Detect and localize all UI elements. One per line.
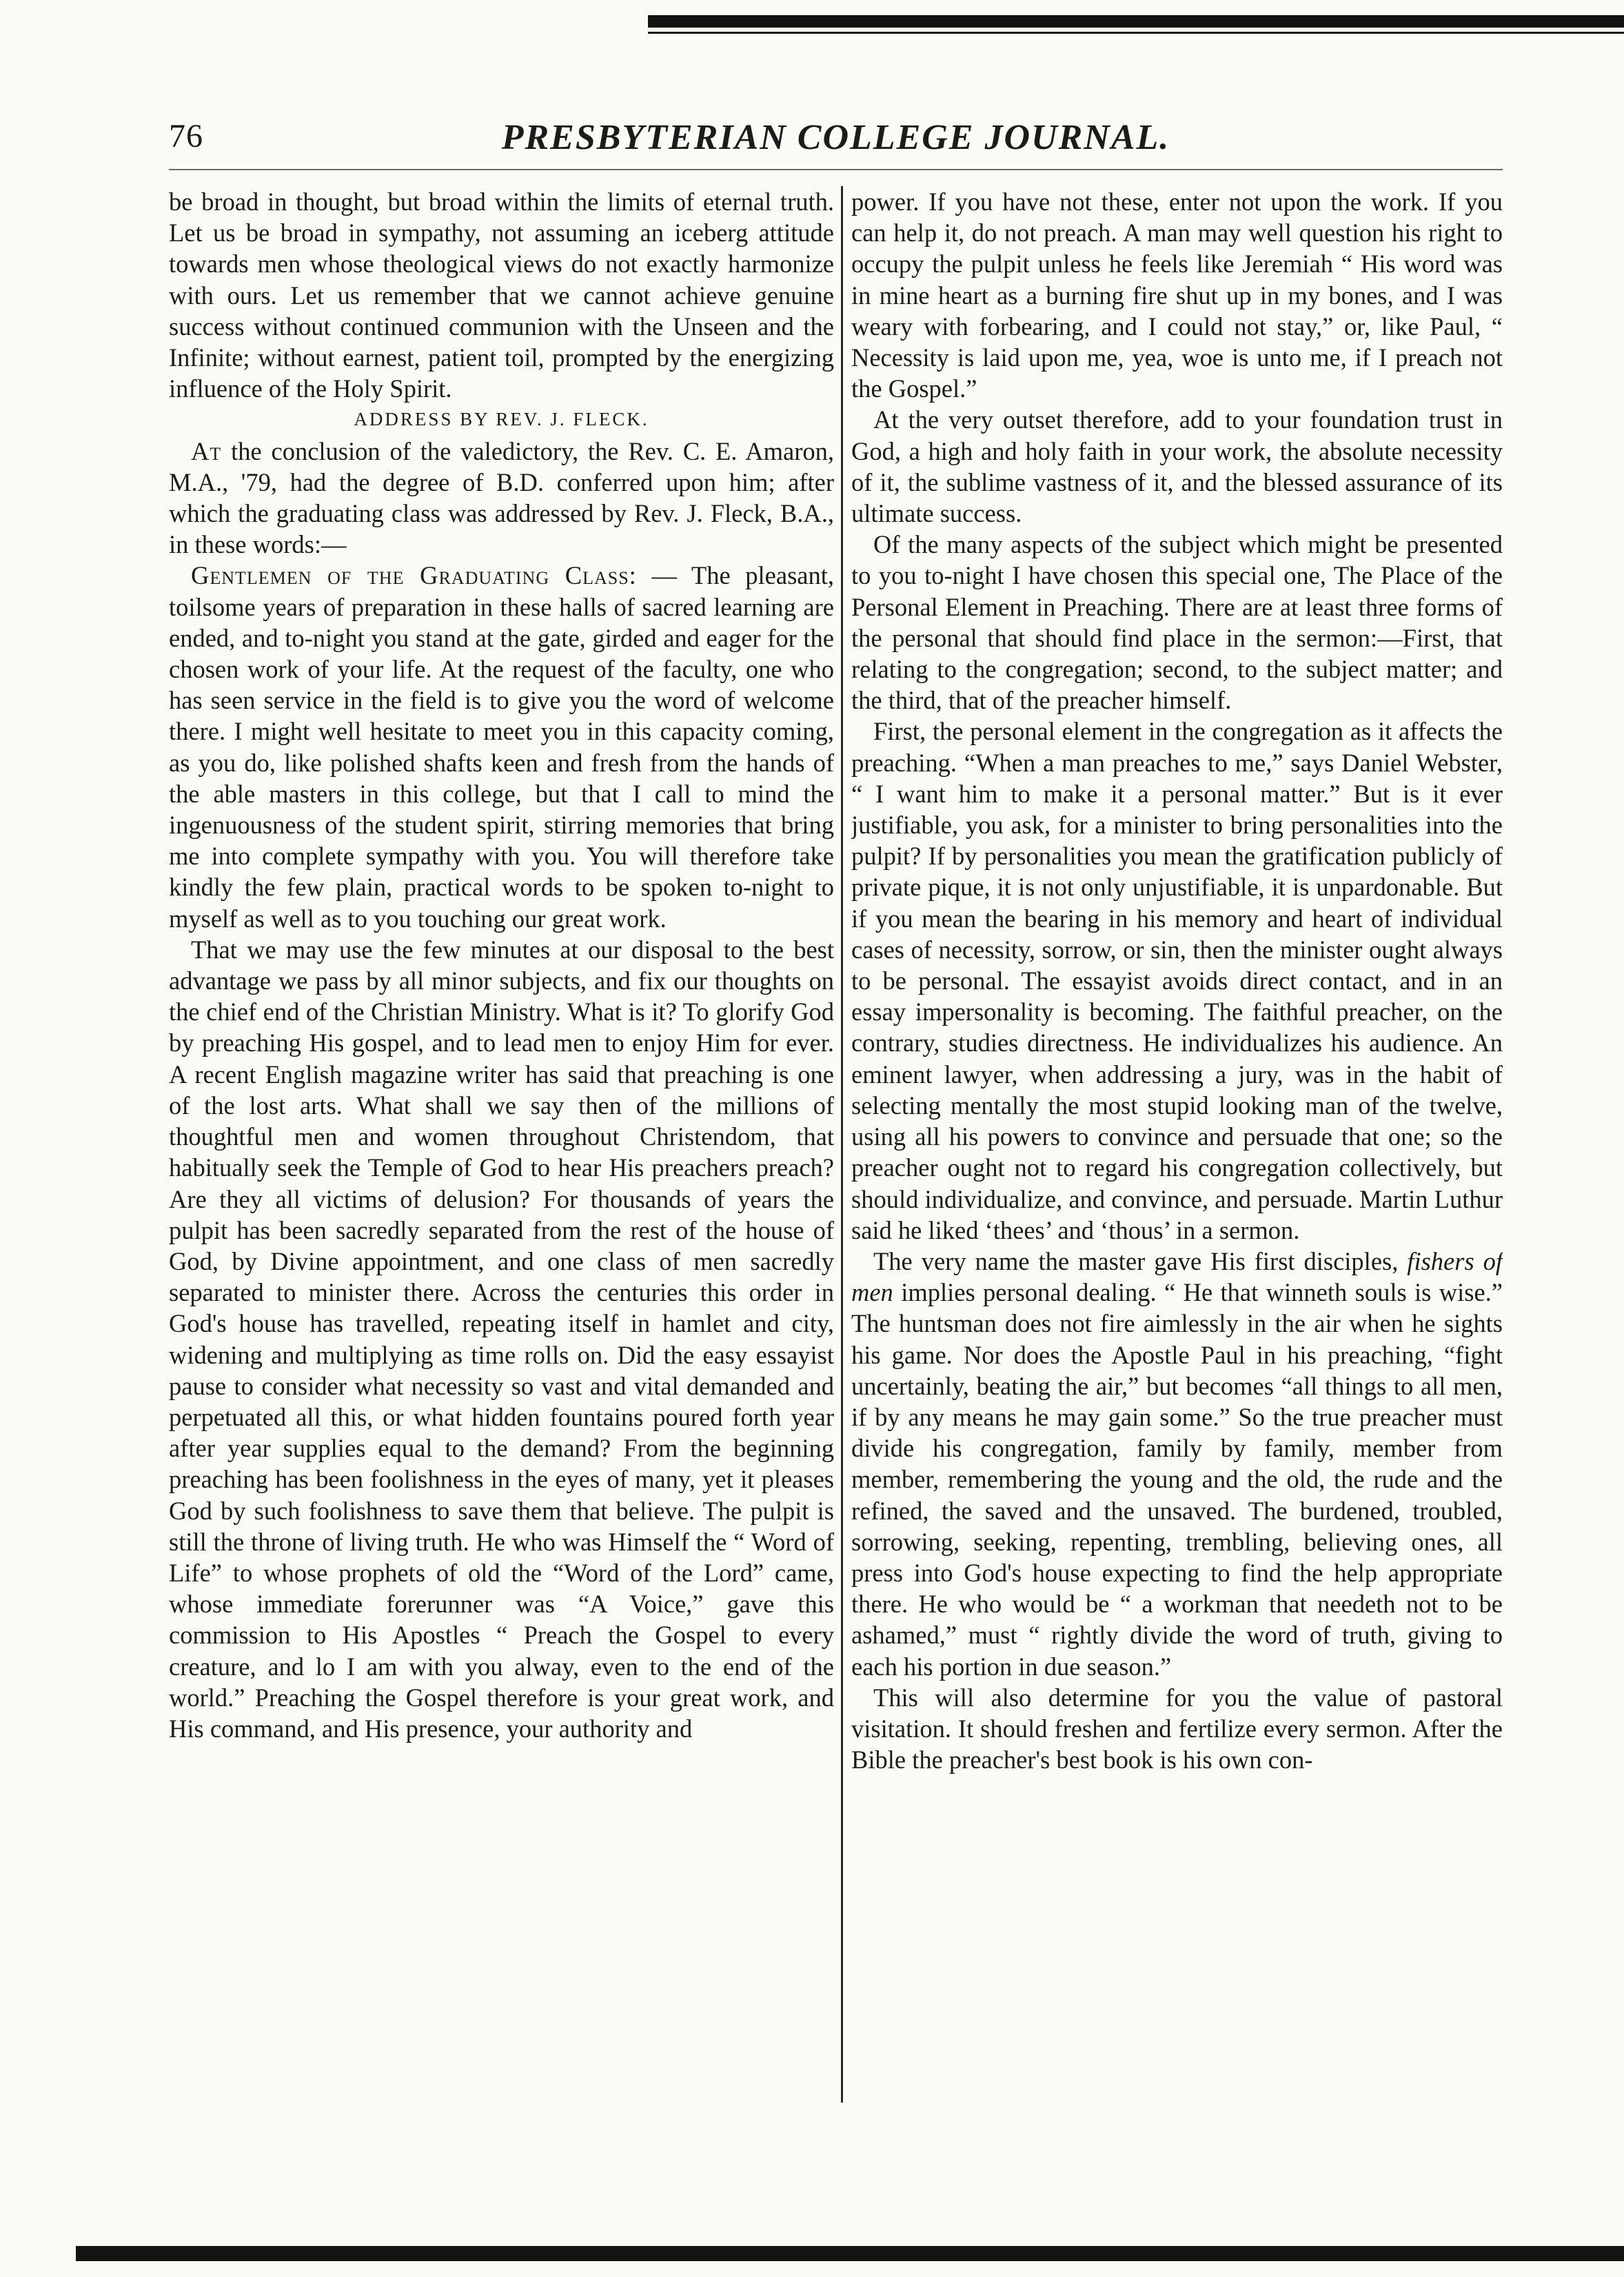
right-column xyxy=(851,186,1503,2109)
paragraph xyxy=(169,560,834,933)
paragraph-text: The very name the master gave His first disciples, xyxy=(873,1246,1408,1275)
column-divider xyxy=(841,186,843,2103)
italic-phrase: fishers of men xyxy=(851,1246,1503,1307)
paragraph-text: the conclusion of the valedictory, the Rev. C. E. Amaron, M.A., '79, had the degree of B.D. conferred upon him; after which the graduating class was addressed by Rev. J. Fleck, B.A., in these words:— xyxy=(169,436,834,559)
paragraph: That we may use the few minutes at our disposal to the best advantage we pass by all minor subjects, and fix our thoughts on the chief end of the Christian Ministry. What is it? To glorify God by preaching His gospel, and to lead men to enjoy Him for ever. A recent English magazine writer has said that preaching is one of the lost arts. What shall we say then of the millions of thoughtful men and women throughout Christendom, that habitually seek the Temple of God to hear His preachers preach? Are they all victims of delusion? For thousands of years the pulpit has been sacredly separated from the rest of the house of God, by Divine appointment, and one class of men sacredly separated to minister there. Across the centuries this order in God's house has travelled, repeating itself in hamlet and city, widening and multiplying as time rolls on. Did the easy essayist pause to consider what necessity so vast and vital demanded and perpetuated all this, or what hidden fountains poured forth year after year supplies equal to the demand? From the beginning preaching has been foolishness in the eyes of many, yet it pleases God by such foolishness to save them that believe. The pulpit is still the throne of living truth. He who was Himself the “ Word of Life” to whose prophets of old the “Word of the Lord” came, whose immediate forerunner was “A Voice,” gave this commission to His Apostles “ Preach the Gospel to every creature, and lo I am with you alway, even to the end of the world.” Preaching the Gospel therefore is your great work, and His command, and His presence, your authority and xyxy=(169,935,834,1743)
paragraph: power. If you have not these, enter not upon the work. If you can help it, do not preach. A man may well question his right to occupy the pulpit unless he feels like Jeremiah “ His word was in mine heart as a burning fire shut up in my bones, and I was weary with forbearing, and I could not stay,” or, like Paul, “ Necessity is laid upon me, yea, woe is unto me, if I preach not the Gospel.” xyxy=(851,188,1503,403)
section-heading: ADDRESS BY REV. J. FLECK. xyxy=(354,409,649,430)
top-rule-thin xyxy=(648,32,1624,34)
page-number: 76 xyxy=(169,118,203,154)
paragraph-text: implies personal dealing. “ He that winneth souls is wise.” The huntsman does not fire aimlessly in the air when he sights his game. Nor does the Apostle Paul in his preaching, “fight uncertainly, beating the air,” but becomes “all things to all men, if by any means he may gain some.” So the true preacher must divide his congregation, family by family, member from member, remembering the young and the old, the rude and the refined, the saved and the unsaved. The burdened, troubled, sorrowing, seeking, repenting, trembling, believing ones, all press into God's house expecting to find the help appropriate there. He who would be “ a workman that needeth not to be ashamed,” must “ rightly divide the word of truth, giving to each his portion in due season.” xyxy=(851,1278,1503,1681)
paragraph-text: — The pleasant, toilsome years of preparation in these halls of sacred learning are ended, and to-night you stand at the gate, girded and eager for the chosen work of your life. At the request of the faculty, one who has seen service in the field is to give you the word of welcome there. I might well hesitate to meet you in this capacity coming, as you do, like polished shafts keen and fresh from the hands of the able masters in this college, but that I call to mind the ingenuousness of the student spirit, stirring memories that bring me into complete sympathy with you. You will therefore take kindly the few plain, practical words to be spoken to-night to myself as well as to you touching our great work. xyxy=(169,561,834,933)
paragraph: This will also determine for you the value of pastoral visitation. It should freshen and fertilize every sermon. After the Bible the preacher's best book is his own con- xyxy=(851,1683,1503,1774)
paragraph xyxy=(851,1246,1503,1682)
paragraph: Of the many aspects of the subject which might be presented to you to-night I have chosen this special one, The Place of the Personal Element in Preaching. There are at least three forms of the personal that should find place in the sermon:—First, that relating to the congregation; second, to the subject matter; and the third, that of the preacher himself. xyxy=(851,530,1503,715)
journal-title: PRESBYTERIAN COLLEGE JOURNAL. xyxy=(501,118,1170,157)
page-header xyxy=(169,117,1503,165)
lead-word: At xyxy=(191,436,222,465)
salutation: Gentlemen of the Graduating Class: xyxy=(191,561,637,590)
left-column xyxy=(169,186,834,2109)
paragraph: At the very outset therefore, add to your foundation trust in God, a high and holy faith in your work, the absolute necessity of it, the sublime vastness of it, and the blessed assurance of its ultimate success. xyxy=(851,405,1503,528)
header-rule xyxy=(169,169,1503,170)
paragraph: be broad in thought, but broad within the limits of eternal truth. Let us be broad in sympathy, not assuming an iceberg attitude towards men whose theological views do not exactly harmonize with ours. Let us remember that we cannot achieve genuine success without continued communion with the Unseen and the Infinite; without earnest, patient toil, prompted by the energizing influence of the Holy Spirit. xyxy=(169,188,834,403)
paragraph: First, the personal element in the congregation as it affects the preaching. “When a man preaches to me,” says Daniel Webster, “ I want him to make it a personal matter.” But is it ever justifiable, you ask, for a minister to bring personalities into the pulpit? If by personalities you mean the gratification publicly of private pique, it is not only unjustifiable, it is unpardonable. But if you mean the bearing in his memory and heart of individual cases of necessity, sorrow, or sin, then the minister ought always to be personal. The essayist avoids direct contact, and in an essay impersonality is becoming. The faithful preacher, on the contrary, studies directness. He individualizes his audience. An eminent lawyer, when addressing a jury, was in the habit of selecting mentally the most stupid looking man of the twelve, using all his powers to convince and persuade that one; so the preacher ought not to regard his congregation collectively, but should individualize, and convince, and persuade. Martin Luthur said he liked ‘thees’ and ‘thous’ in a sermon. xyxy=(851,717,1503,1244)
bottom-rule xyxy=(76,2246,1624,2261)
paragraph xyxy=(169,436,834,560)
top-rule xyxy=(648,15,1624,28)
